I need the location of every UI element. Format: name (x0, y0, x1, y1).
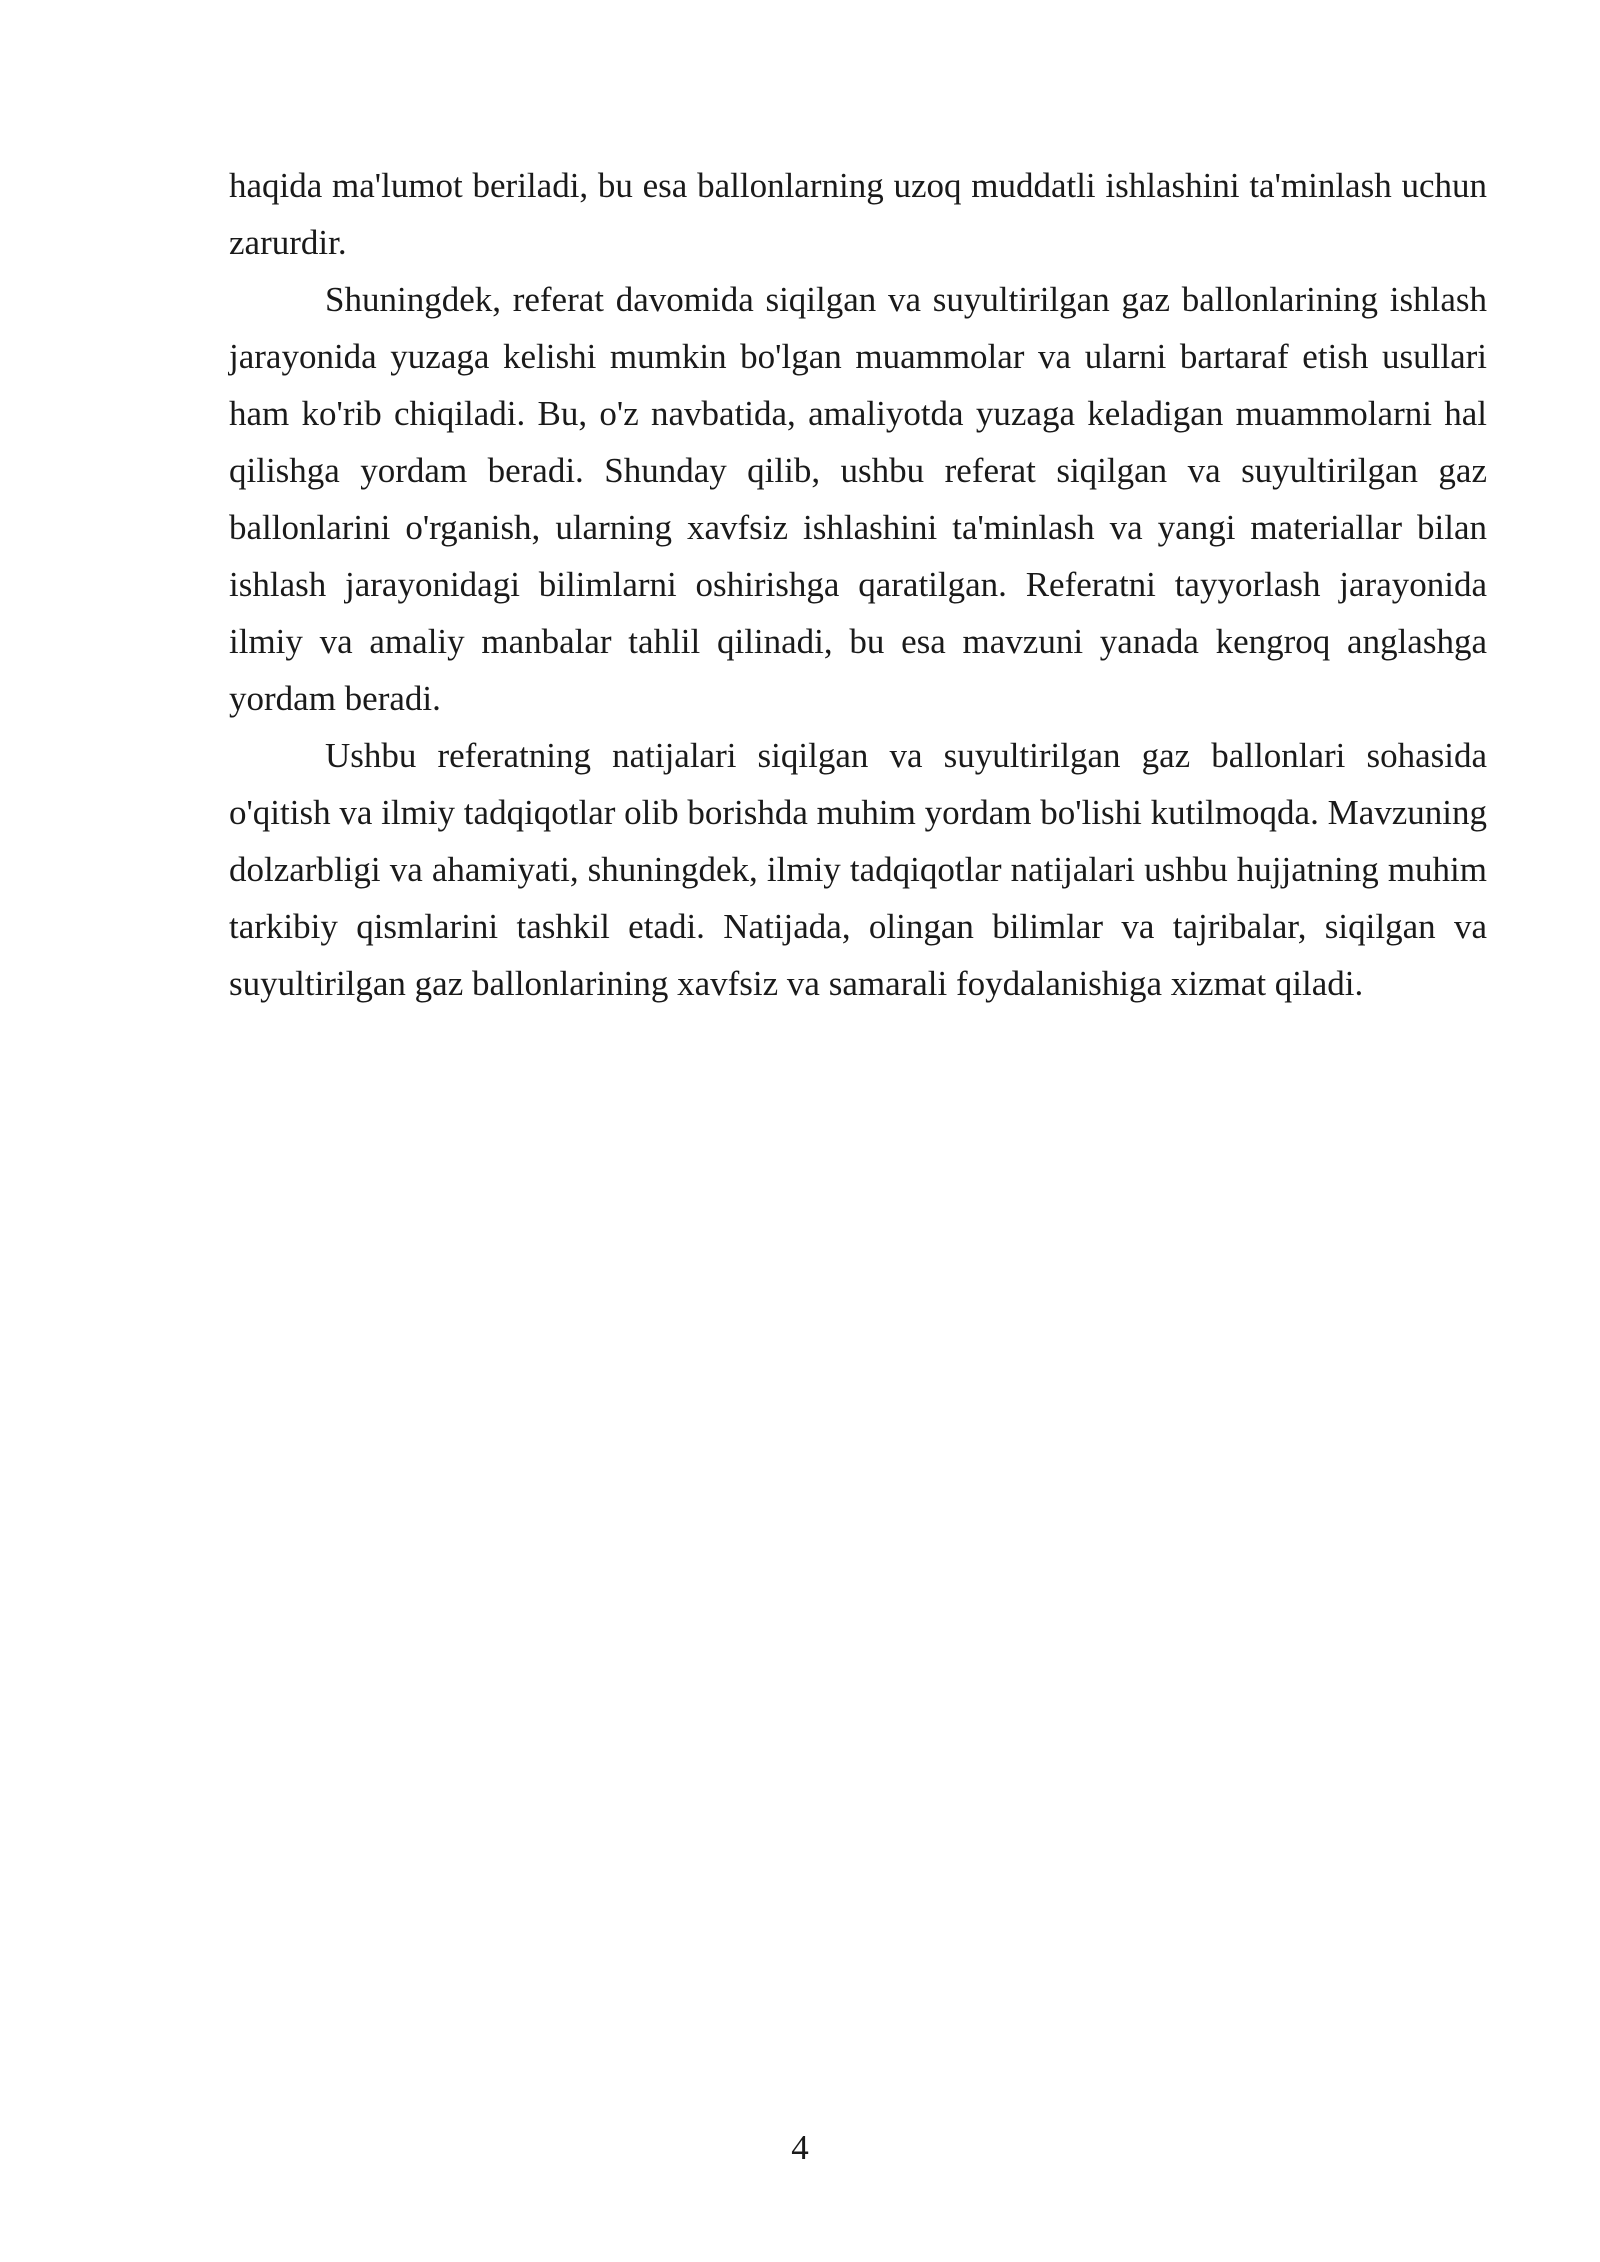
page-number: 4 (791, 2128, 809, 2167)
paragraph: Ushbu referatning natijalari siqilgan va suyultirilgan gaz ballonlari sohasida o'qitish va ilmiy tadqiqotlar olib borishda muhim yordam bo'lishi kutilmoqda. Mavzuning dolzarbligi va ahamiyati, shuningdek, ilmiy tadqiqotlar natijalari ushbu hujjatning muhim tarkibiy qismlarini tashkil etadi. Natijada, olingan bilimlar va tajribalar, siqilgan va suyultirilgan gaz ballonlarining xavfsiz va samarali foydalanishiga xizmat qiladi. (229, 736, 1487, 1003)
paragraph-continuation: haqida ma'lumot beriladi, bu esa ballonlarning uzoq muddatli ishlashini ta'minlash uchun zarurdir. (229, 166, 1487, 262)
body-text (229, 157, 1487, 1012)
paragraph: Shuningdek, referat davomida siqilgan va suyultirilgan gaz ballonlarining ishlash jarayonida yuzaga kelishi mumkin bo'lgan muammolar va ularni bartaraf etish usullari ham ko'rib chiqiladi. Bu, o'z navbatida, amaliyotda yuzaga keladigan muammolarni hal qilishga yordam beradi. Shunday qilib, ushbu referat siqilgan va suyultirilgan gaz ballonlarini o'rganish, ularning xavfsiz ishlashini ta'minlash va yangi materiallar bilan ishlash jarayonidagi bilimlarni oshirishga qaratilgan. Referatni tayyorlash jarayonida ilmiy va amaliy manbalar tahlil qilinadi, bu esa mavzuni yanada kengroq anglashga yordam beradi. (229, 280, 1487, 718)
